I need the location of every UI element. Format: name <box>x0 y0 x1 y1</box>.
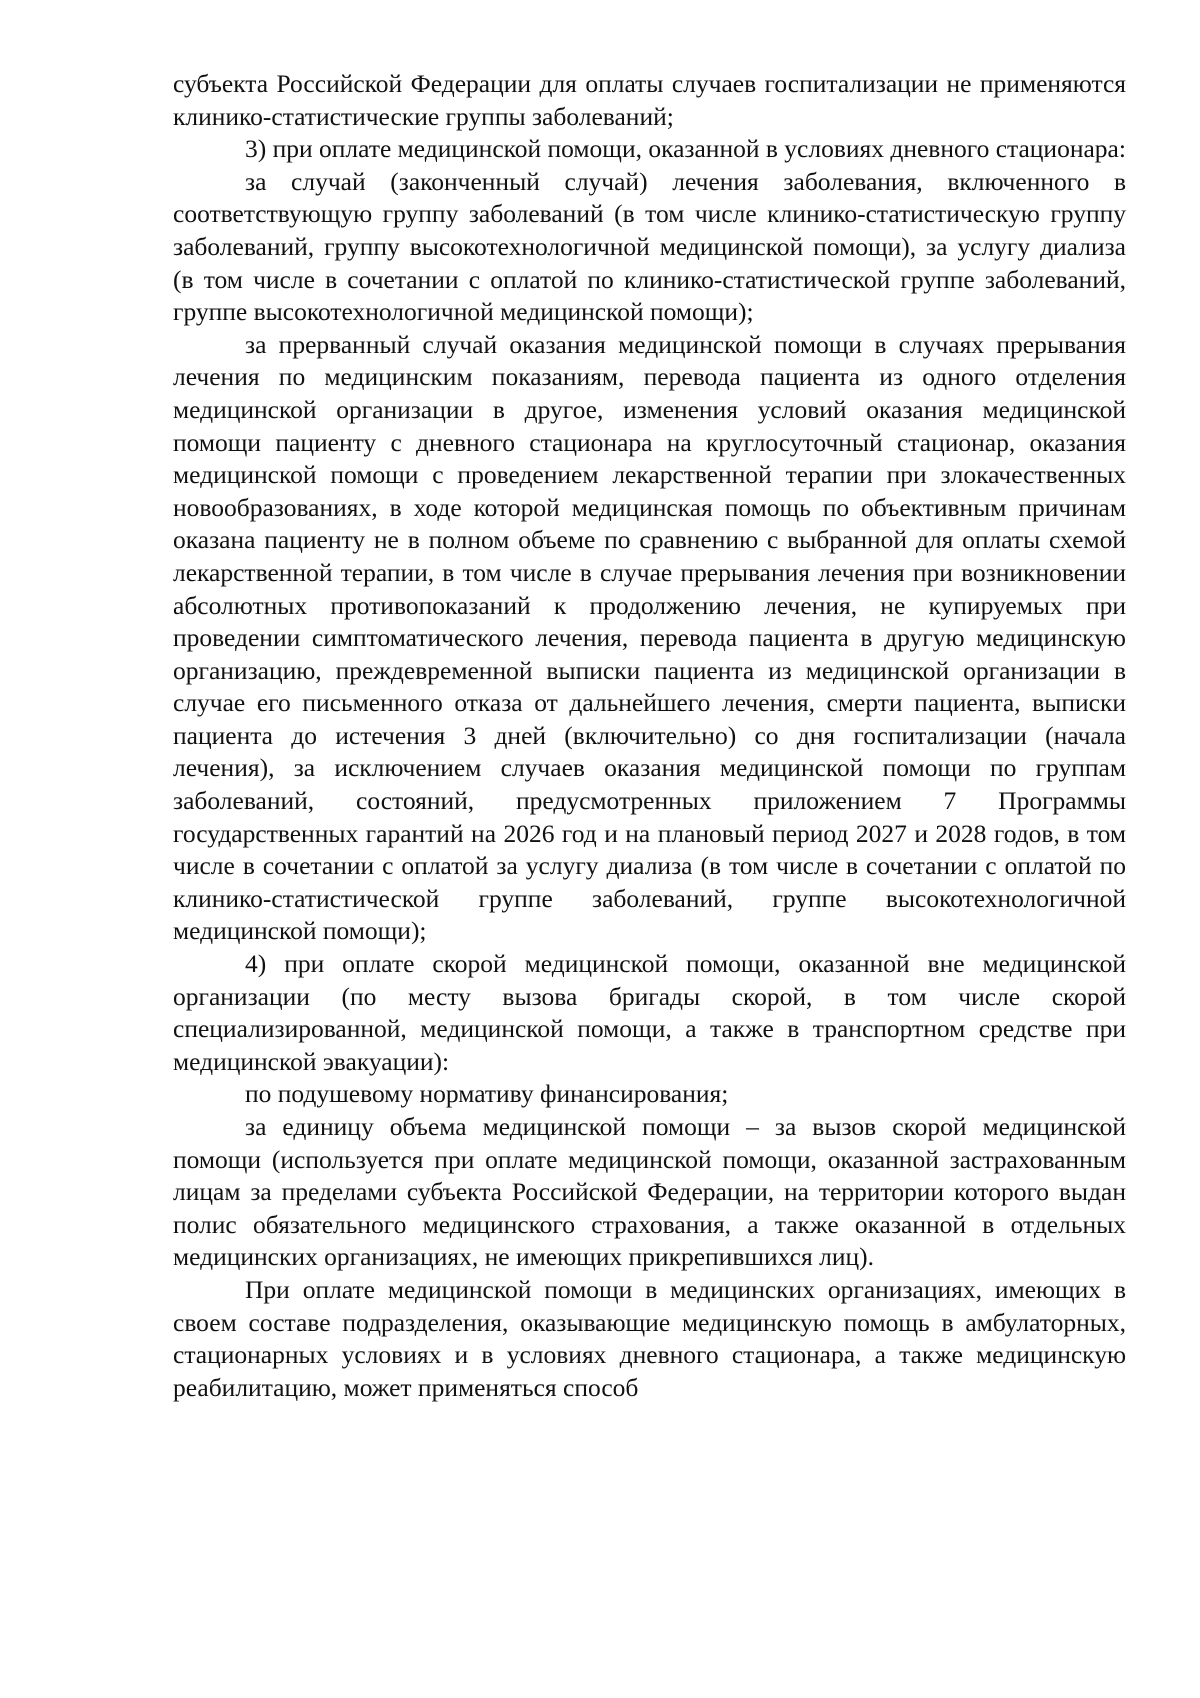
paragraph-payment-method: При оплате медицинской помощи в медицинских организациях, имеющих в своем составе подразделения, оказывающие медицинскую помощь в амбулаторных, стационарных условиях и в условиях дневного стационара, а также медицинскую реабилитацию, может применяться способ <box>173 1274 1126 1402</box>
paragraph-per-capita: по подушевому нормативу финансирования; <box>245 1079 729 1109</box>
paragraph-unit-of-volume: за единицу объема медицинской помощи – за вызов скорой медицинской помощи (используется при оплате медицинской помощи, оказанной застрахованным лицам за пределами субъекта Российской Федерации, на территории которого выдан полис обязательного медицинского страхования, а также оказанной в отдельных медицинских организациях, не имеющих прикрепившихся лиц). <box>173 1112 1126 1272</box>
paragraph-item-3: 3) при оплате медицинской помощи, оказанной в условиях дневного стационара: <box>245 134 1126 164</box>
paragraph-interrupted-case: за прерванный случай оказания медицинской помощи в случаях прерывания лечения по медицинским показаниям, перевода пациента из одного отделения медицинской организации в другое, изменения условий оказания медицинской помощи пациенту с дневного стационара на круглосуточный стационар, оказания медицинской помощи с проведением лекарственной терапии при злокачественных новообразованиях, в ходе которой медицинская помощь по объективным причинам оказана пациенту не в полном объеме по сравнению с выбранной для оплаты схемой лекарственной терапии, в том числе в случае прерывания лечения при возникновении абсолютных противопоказаний к продолжению лечения, не купируемых при проведении симптоматического лечения, перевода пациента в другую медицинскую организацию, преждевременной выписки пациента из медицинской организации в случае его письменного отказа от дальнейшего лечения, смерти пациента, выписки пациента до истечения 3 дней (включительно) со дня госпитализации (начала лечения), за исключением случаев оказания медицинской помощи по группам заболеваний, состояний, предусмотренных приложением 7 Программы государственных гарантий на 2026 год и на плановый период 2027 и 2028 годов, в том числе в сочетании с оплатой за услугу диализа (в том числе в сочетании с оплатой по клинико-статистической группе заболеваний, группе высокотехнологичной медицинской помощи); <box>173 329 1126 946</box>
document-body <box>173 68 1126 1404</box>
paragraph-item-4: 4) при оплате скорой медицинской помощи, оказанной вне медицинской организации (по месту вызова бригады скорой, в том числе скорой специализированной, медицинской помощи, а также в транспортном средстве при медицинской эвакуации): <box>173 949 1126 1076</box>
paragraph-completed-case: за случай (законченный случай) лечения заболевания, включенного в соответствующую группу заболеваний (в том числе клинико-статистическую группу заболеваний, группу высокотехнологичной медицинской помощи), за услугу диализа (в том числе в сочетании с оплатой по клинико-статистической группе заболеваний, группе высокотехнологичной медицинской помощи); <box>173 166 1126 327</box>
paragraph-continuation: субъекта Российской Федерации для оплаты случаев госпитализации не применяются клинико-статистические группы заболеваний; <box>173 69 1126 131</box>
